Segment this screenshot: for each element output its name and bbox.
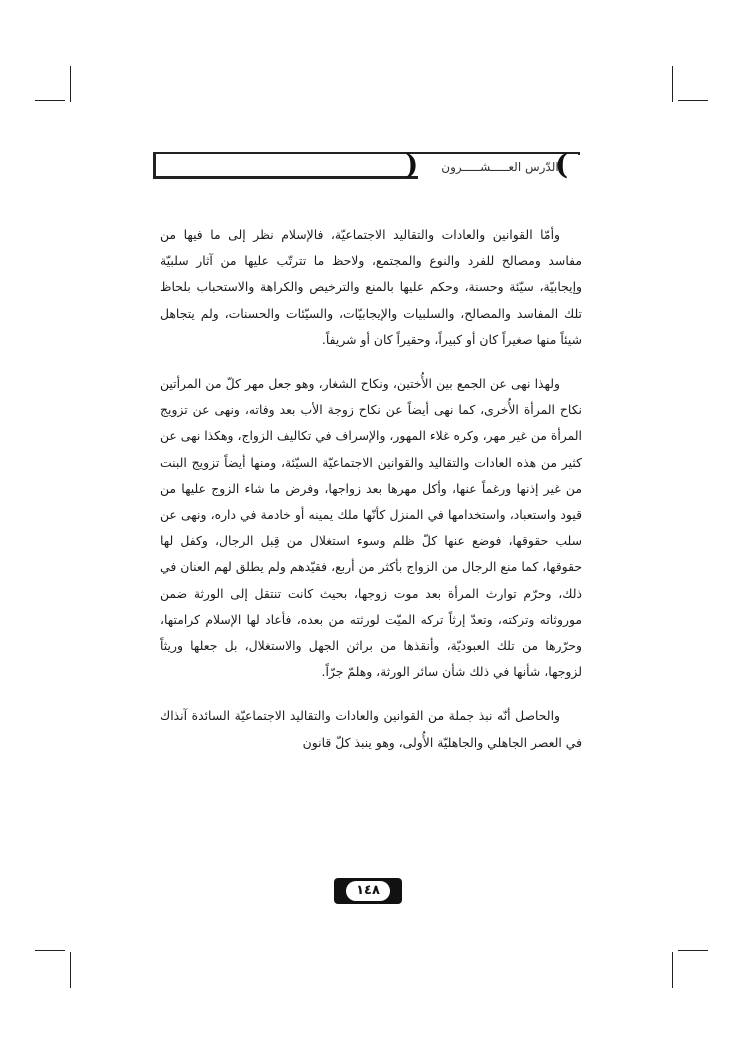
crop-mark-bottom-right-horizontal bbox=[678, 950, 708, 951]
page-title: الدّرس العـــــشـــــرون bbox=[418, 155, 582, 179]
crop-mark-bottom-left-horizontal bbox=[35, 950, 65, 951]
page-number-badge bbox=[334, 878, 402, 904]
paragraph: والحاصل أنّه نبذ جملة من القوانين والعادات والتقاليد الاجتماعيّة السائدة آنذاك في العصر الجاهلي والجاهليّة الأُولى، وهو ينبذ كلّ قانون bbox=[160, 708, 582, 750]
crop-mark-top-right-vertical bbox=[672, 66, 673, 102]
crop-mark-top-left-vertical bbox=[70, 66, 71, 102]
paragraph: ولهذا نهى عن الجمع بين الأُختين، ونكاح الشغار، وهو جعل مهر كلّ من المرأتين نكاح المرأة الأُخرى، كما نهى أيضاً عن نكاح زوجة الأب بعد وفاته، ونهى عن تزويج المرأة من غير مهر، وكره غلاء المهور، والإسراف في تكاليف الزواج، وهكذا نهى عن كثير من هذه العادات والتقاليد والقوانين الاجتماعيّة السيّئة، ومنها أيضاً تزويج البنت من غير إذنها ورغماً عنها، وأكل مهرها بعد زواجها، وفرض ما شاء الزوج عليها من قيود واستعباد، واستخدامها في المنزل كأنّها ملك يمينه أو خادمة في داره، ونهى عن سلب حقوقها، فوضع عنها كلّ ظلم وسوء استغلال من قِبل الرجال، وكفل لها حقوقها، كما منع الرجال من الزواج بأكثر من أربع، فقيّدهم ولم يطلق لهم العنان في ذلك، وحرّم توارث المرأة بعد موت زوجها، بحيث كانت تنتقل إلى الورثة ضمن موروثاته وتركته، وتعدّ إرثاً تركه الميّت لورثته من بعده، فأعاد لها الإسلام كرامتها، وحرّرها من تلك العبوديّة، وأنقذها من براثن الجهل والاستغلال، بل جعلها وريثاً لزوجها، شأنها في ذلك شأن سائر الورثة، وهلمّ جرّاً. bbox=[160, 376, 582, 680]
crop-mark-top-left-horizontal bbox=[35, 100, 65, 101]
crop-mark-top-right-horizontal bbox=[678, 100, 708, 101]
header-bracket-right: ( bbox=[555, 148, 569, 181]
paragraph: وأمّا القوانين والعادات والتقاليد الاجتماعيّة، فالإسلام نظر إلى ما فيها من مفاسد ومصالح للفرد والنوع والمجتمع، ولاحظ ما تترتّب عليها من آثار سلبيّة وإيجابيّة، سيّئة وحسنة، وحكم عليها بالمنع والترخيص والكراهة والاستحباب بلحاظ تلك المفاسد والمصالح، والسلبيات والإيجابيّات، والسيّئات والحسنات، ولم يتجاهل شيئاً منها صغيراً كان أو كبيراً، وحقيراً كان أو شريفاً. bbox=[160, 227, 582, 347]
body-text bbox=[160, 222, 582, 774]
header-bracket-left: ) bbox=[405, 148, 419, 181]
page-number: ١٤٨ bbox=[346, 881, 390, 901]
crop-mark-bottom-left-vertical bbox=[70, 952, 71, 988]
crop-mark-bottom-right-vertical bbox=[672, 952, 673, 988]
